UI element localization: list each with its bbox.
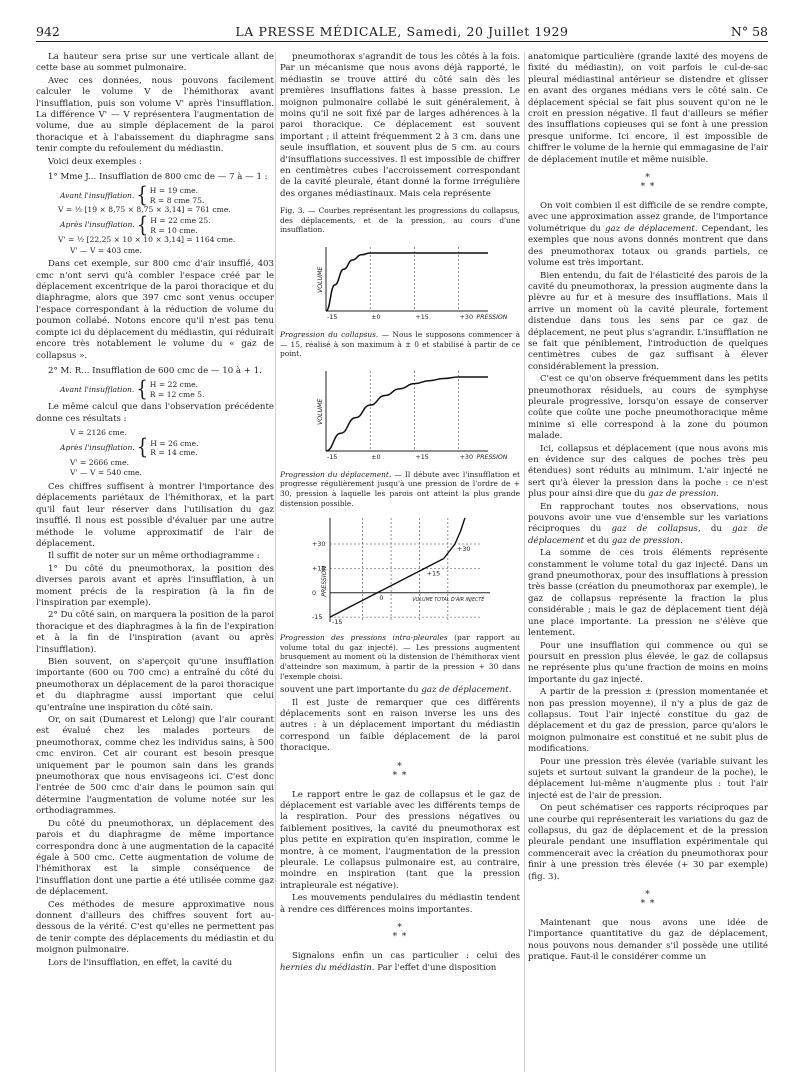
journal-title: LA PRESSE MÉDICALE, Samedi, 20 Juillet 1929 [235, 24, 569, 39]
paragraph: 1° Du côté du pneumothorax, la position des diverses parois avant et après l'insufflation, à un moment précis de la respiration (à la fin de l'inspiration par exemple). [36, 563, 274, 608]
brace-icon: { [136, 376, 148, 402]
series-line [326, 253, 488, 311]
x-tick-label: +30 [459, 452, 474, 461]
example-2-equations [36, 376, 274, 402]
chart-caption [280, 330, 520, 359]
asterism-icon: * [645, 173, 651, 184]
caption-text: — Il débute avec l'insufflation et progresse régulièrement jusqu'à une pression de l'ordre de + 30, pression à laquelle les parois ont atteint la plus grande distension possible. [280, 469, 520, 508]
example-2-results [36, 428, 274, 479]
text-run: Ici, collapsus et déplacement (que nous avons mis en évidence sur des calques de poches très peu étendues) sont réduits au minimum. L'air injecté ne sert qu'à élever la pression dans la poche : ce n'est plus pour ainsi dire que du [528, 443, 768, 500]
collapsus-chart [300, 239, 508, 327]
text-run: . Par l'effet d'une disposition [371, 962, 497, 973]
equation-label: Avant l'insufflation. [60, 384, 135, 394]
point-label: -15 [332, 618, 343, 627]
paragraph: Pour une pression très élevée (variable suivant les sujets et surtout suivant la grandeur de la poche), le déplacement lui-même n'augmente plus : tout l'air injecté est de l'air de pression. [528, 756, 768, 801]
y-tick-label: 0 [312, 588, 317, 597]
header-rule [36, 41, 768, 42]
caption-text: (par rapport au volume total du gaz injecté). — Les pressions augmentent brusquement au moment où la distension de l'hémithorax vient d'atteindre son maximum, à partir de la pression + 30 dans l'exemple choisi. [280, 633, 521, 681]
section-separator: * * * [528, 174, 768, 192]
equation-value: H = 22 cme. [149, 380, 199, 390]
paragraph: Voici deux exemples : [48, 156, 142, 167]
paragraph: Dans cet exemple, sur 800 cmc d'air insufflé, 403 cmc n'ont servi qu'à combler l'espace créé par le déplacement excentrique de la paroi thoracique et du diaphragme, alors que 397 cmc sont venus occuper l'espace correspondant à la réduction de volume du poumon collabé. Notons encore qu'il n'est pas tenu compte ici du déplacement du médiastin, qui réduirait encore très notablement le volume du « gaz de collapsus ». [36, 259, 274, 361]
section-separator: * * * [280, 924, 520, 942]
x-axis-label: PRESSION [476, 453, 508, 461]
paragraph: C'est ce qu'on observe fréquemment dans les petits pneumothorax résiduels, au cours de symphyse pleurale progressive, lorsqu'on essaye de conserver coûte que coûte une poche pneumothoracique même minime si elle correspond à la zone du poumon malade. [528, 374, 768, 442]
brace-icon: { [136, 212, 149, 238]
paragraph: Pour une insufflation qui commence ou qui se poursuit en pression plus élevée, le gaz de collapsus ne représente plus qu'une fraction de moins en moins importante du gaz injecté. [528, 640, 768, 685]
equation-value: R = 10 cme. [150, 225, 198, 235]
paragraph: Ces chiffres suffisent à montrer l'importance des déplacements pariétaux de l'hémithorax, et la part qu'il faut leur réserver dans l'utilisation du gaz insufflé. Il nous est possible d'évaluer par une autre méthode le volume approximatif de l'air de déplacement. [36, 481, 274, 549]
text-run: . [716, 489, 719, 500]
brace-icon: { [136, 435, 149, 461]
deplacement-chart [300, 363, 508, 467]
column-2 [280, 52, 520, 1072]
asterism-icon: * [397, 923, 403, 934]
paragraph: Du côté du pneumothorax, un déplacement des parois et du diaphragme de même importance correspondra donc à une augmentation de la capacité égale à 500 cmc. Cette augmentation de volume de l'hémithorax est la simple conséquence de l'insufflation dont une partie a été utilisée comme gaz de déplacement. [36, 818, 274, 898]
y-axis-label: VOLUME [317, 266, 324, 294]
brace-icon: { [136, 182, 148, 208]
paragraph: On peut schématiser ces rapports réciproques par une courbe qui représenterait les variations du gaz de collapsus, du gaz de déplacement et de la pression pleurale pendant une insufflation expérimentale qui commencerait avec la création du pneumothorax pour finir à une pression très élevée (+ 30 par exemple) (fig. 3). [528, 803, 768, 882]
paragraph: La somme de ces trois éléments représente constamment le volume total du gaz injecté. Dans un grand pneumothorax, pour des insufflations à pression très basse (création du pneumothorax par exemple), le gaz de collapsus représente la fraction la plus considérable ; mais le gaz de déplacement tient déjà une place importante. La pression ne s'élève que lentement. [528, 548, 768, 639]
figure-caption: Fig. 3. — Courbes représentant les progressions du collapsus, des déplacements, et de la pression, au cours d'une insufflation. [280, 206, 520, 235]
paragraph: La hauteur sera prise sur une verticale allant de cette base au sommet pulmonaire. [36, 52, 274, 74]
x-tick-label: ±0 [371, 452, 381, 461]
example-2-title: 2° M. R... Insufflation de 600 cmc de — 10 à + 1. [48, 365, 262, 376]
example-1-title: 1° Mme J... Insufflation de 800 cmc de — 7 à — 1 : [48, 172, 268, 183]
equation: V' — V = 540 cme. [70, 468, 142, 478]
y-tick-label: +15 [312, 564, 326, 573]
asterism-icon: * [397, 761, 403, 772]
paragraph: 2° Du côté sain, on marquera la position de la paroi thoracique et des diaphragmes à la fin de l'expiration et à la fin de l'inspiration (avant ou après l'insufflation). [36, 610, 274, 655]
equation-label: Après l'insufflation. [60, 220, 135, 230]
x-tick-label: +15 [415, 452, 429, 461]
x-tick-label: +30 [459, 313, 474, 322]
paragraph: Avec ces données, nous pouvons facilement calculer le volume V de l'hémithorax avant l'insufflation, puis son volume V' après l'insufflation. La différence V' — V représentera l'augmentation de volume, due au simple déplacement de la paroi thoracique et à l'abaissement du diaphragme sans tenir compte du refoulement du médiastin. [36, 75, 274, 155]
example-1-equations [36, 182, 274, 256]
equation: V' = ½ [22,25 × 10 × 10 × 3,14] = 1164 cme. [58, 235, 236, 245]
text-run: Signalons enfin un cas particulier : celui des [292, 951, 520, 962]
page-header [36, 18, 768, 42]
series-line [326, 377, 488, 451]
paragraph: Or, on sait (Dumarest et Lelong) que l'air courant est évalué chez les malades porteurs de pneumothorax, comme chez les individus sains, à 500 cmc environ. Cet air courant est besoin presque uniquement par le poumon sain dans les grands pneumothorax que nous envisageons ici. C'est donc l'entrée de 500 cmc d'air dans le poumon sain qui détermine l'augmentation de volume notée sur les orthodiagrammes. [36, 715, 274, 817]
point-label: +30 [456, 545, 471, 554]
chart-caption [280, 470, 520, 508]
column-1 [36, 52, 274, 1072]
text-emphasis: gaz de pression [648, 489, 717, 500]
text-emphasis: gaz de collapsus [611, 524, 698, 535]
section-separator: * * * [528, 891, 768, 909]
column-divider [524, 52, 525, 1072]
equation-pair [36, 212, 274, 238]
equation: V' = 2666 cme. [70, 457, 129, 467]
text-run: , du [697, 524, 733, 535]
text-run: et du [584, 535, 612, 546]
y-tick-label: +30 [312, 540, 326, 549]
text-emphasis: gaz de déplacement [528, 524, 768, 546]
paragraph: Bien souvent, on s'aperçoit qu'une insufflation importante (600 ou 700 cmc) a entraîné du côté du pneumothorax un déplacement de la paroi thoracique et du diaphragme aussi important que celui qu'entraîne une inspiration du côté sain. [36, 657, 274, 713]
asterism-icon: * [645, 890, 651, 901]
paragraph: Le rapport entre le gaz de collapsus et le gaz de déplacement est variable avec les différents temps de la respiration. Pour des pressions négatives ou faiblement positives, la cavité du pneumothorax est plus petite en expiration qu'en inspiration, comme le montre, à ce moment, l'augmentation de la pression pleurale. Le collapsus pulmonaire est, au contraire, moindre en inspiration (tant que la pression intrapleurale est négative). [280, 789, 520, 891]
equation-label: Après l'insufflation. [60, 442, 135, 452]
equation-pair [36, 376, 274, 402]
paragraph: Le même calcul que dans l'observation précédente donne ces résultats : [36, 402, 274, 424]
text-run: . Cependant, les exemples que nous avons donnés montrent que dans des pneumothorax totaux ou grands partiels, ce volume est très important. [528, 223, 768, 269]
text-emphasis: gaz de pression [611, 535, 681, 546]
column-3 [528, 52, 768, 1072]
paragraph: Il est juste de remarquer que ces différents déplacements sont en raison inverse les uns des autres : à un déplacement important du médiastin correspond un faible déplacement de la paroi thoracique. [280, 697, 520, 754]
x-tick-label: ±0 [371, 313, 381, 322]
column-divider [275, 52, 276, 1072]
caption-title: Progression du collapsus. [280, 330, 379, 340]
paragraph: A partir de la pression ± (pression momentanée et non pas pression moyenne), il n'y a plus de gaz de collapsus. Tout l'air injecté constitue du gaz de déplacement et du gaz de pression, parce qu'alors le moignon pulmonaire est constitué et ne subit plus de modifications. [528, 687, 768, 755]
paragraph [528, 201, 768, 269]
x-tick-label: -15 [327, 313, 338, 322]
x-tick-label: +15 [415, 313, 429, 322]
equation: V = 2126 cme. [70, 428, 127, 438]
equation-value: R = 12 cme 5. [149, 389, 205, 399]
chart-caption [280, 633, 520, 681]
x-axis-label: VOLUME TOTAL D'AIR INJECTÉ [412, 597, 485, 603]
point-label: +15 [426, 569, 441, 578]
equation-value: H = 26 cme. [150, 438, 199, 448]
equation-pair [36, 435, 274, 461]
text-emphasis: gaz de déplacement [605, 223, 695, 234]
text-run: souvent une part importante du [280, 685, 422, 696]
section-separator: * * * [280, 763, 520, 781]
equation-value: R = 14 cme. [150, 448, 198, 458]
point-label: 0 [379, 593, 384, 602]
paragraph: Lors de l'insufflation, en effet, la cavité du [48, 957, 233, 968]
paragraph [528, 444, 768, 501]
caption-text: — Nous le supposons commencer à — 15, réalisé à son maximum à ± 0 et stabilisé à partir de ce point. [280, 330, 520, 359]
equation: V = ½ [19 × 8,75 × 8,75 × 3,14] = 761 cme. [58, 205, 231, 215]
paragraph: Les mouvements pendulaires du médiastin tendent à rendre ces différences moins importantes. [280, 893, 520, 915]
equation-value: R = 8 cme 75. [149, 195, 205, 205]
text-run: . [680, 535, 683, 546]
text-emphasis: hernies du médiastin [280, 962, 372, 973]
equation-value: H = 19 cme. [149, 186, 199, 196]
page-number: 942 [36, 24, 60, 39]
paragraph [528, 502, 768, 548]
paragraph [280, 685, 520, 696]
paragraph: Ces méthodes de mesure approximative nous donnent d'ailleurs des chiffres souvent fort au-dessous de la vérité. C'est qu'elles ne permettent pas de tenir compte des déplacements du médiastin et du moignon pulmonaire. [36, 899, 274, 956]
equation-label: Avant l'insufflation. [60, 190, 135, 200]
equation-value: H = 22 cme 25. [150, 216, 211, 226]
text-run: En rapprochant toutes nos observations, nous pouvons avoir une vue d'ensemble sur les variations réciproques du [528, 501, 768, 535]
paragraph: Il suffit de noter sur un même orthodiagramme : [48, 551, 260, 562]
paragraph: Bien entendu, du fait de l'élasticité des parois de la cavité du pneumothorax, la pression augmente dans la plèvre au fur et à mesure des insufflations. Mais il arrive un moment où la cavité pleurale, fortement distendue dans tous les sens par ce gaz de déplacement, ne peut plus s'agrandir. L'insufflation ne se fait que péniblement, l'introduction de quelques centimètres cubes de gaz suffisant à élever considérablement la pression. [528, 270, 768, 372]
equation-pair [36, 182, 274, 208]
text-run: On voit combien il est difficile de se rendre compte, avec une approximation assez grande, de l'importance volumétrique du [528, 201, 768, 234]
x-axis-label: PRESSION [476, 314, 508, 322]
pression-chart [300, 512, 500, 630]
y-tick-label: -15 [312, 613, 323, 622]
caption-title: Progression du déplacement. [280, 469, 392, 479]
issue-number: N° 58 [730, 24, 768, 39]
equation: V' — V = 403 cme. [70, 245, 142, 255]
y-axis-label: VOLUME [317, 398, 324, 425]
paragraph: anatomique particulière (grande laxité des moyens de fixité du médiastin), on voit parfois le cul-de-sac pleural médiastinal antérieur se distendre et glisser en avant des organes médians vers le côté sain. Ce déplacement spécial se fait plus souvent qu'on ne le croit en pression négative. Il faut d'ailleurs se méfier des insufflations copieuses qui se font à une pression presque uniforme. Ici encore, il est impossible de chiffrer le volume de la hernie qui emmagasine de l'air de déplacement inutile et même nuisible. [528, 52, 768, 165]
paragraph: Maintenant que nous avons une idée de l'importance quantitative du gaz de déplacement, nous pouvons nous demander s'il possède une utilité pratique. Faut-il le considérer comme un [528, 918, 768, 963]
paragraph: pneumothorax s'agrandit de tous les côtés à la fois. Par un mécanisme que nous avons déjà rapporté, le médiastin se trouve attiré du côté sain dès les premières insufflations faites à basse pression. Le moignon pulmonaire collabé le suit généralement, à moins qu'il ne soit fixé par de larges adhérences à la paroi thoracique. Ce déplacement est souvent important ; il atteint fréquemment 2 à 3 cm. dans une seule insufflation, et souvent plus de 5 cm. au cours d'insufflations successives. Il est impossible de chiffrer en centimètres cubes l'accroissement correspondant de la cavité pleurale, étant donné la forme irrégulière des organes médiastinaux. Mais cela représente [280, 52, 520, 199]
text-emphasis: gaz de déplacement [421, 685, 509, 696]
x-tick-label: -15 [327, 452, 338, 461]
caption-title: Progression des pressions intra-pleurales [280, 633, 448, 643]
paragraph [280, 951, 520, 974]
y-axis-label: PRESSION [321, 566, 328, 597]
text-run: . [508, 685, 512, 696]
